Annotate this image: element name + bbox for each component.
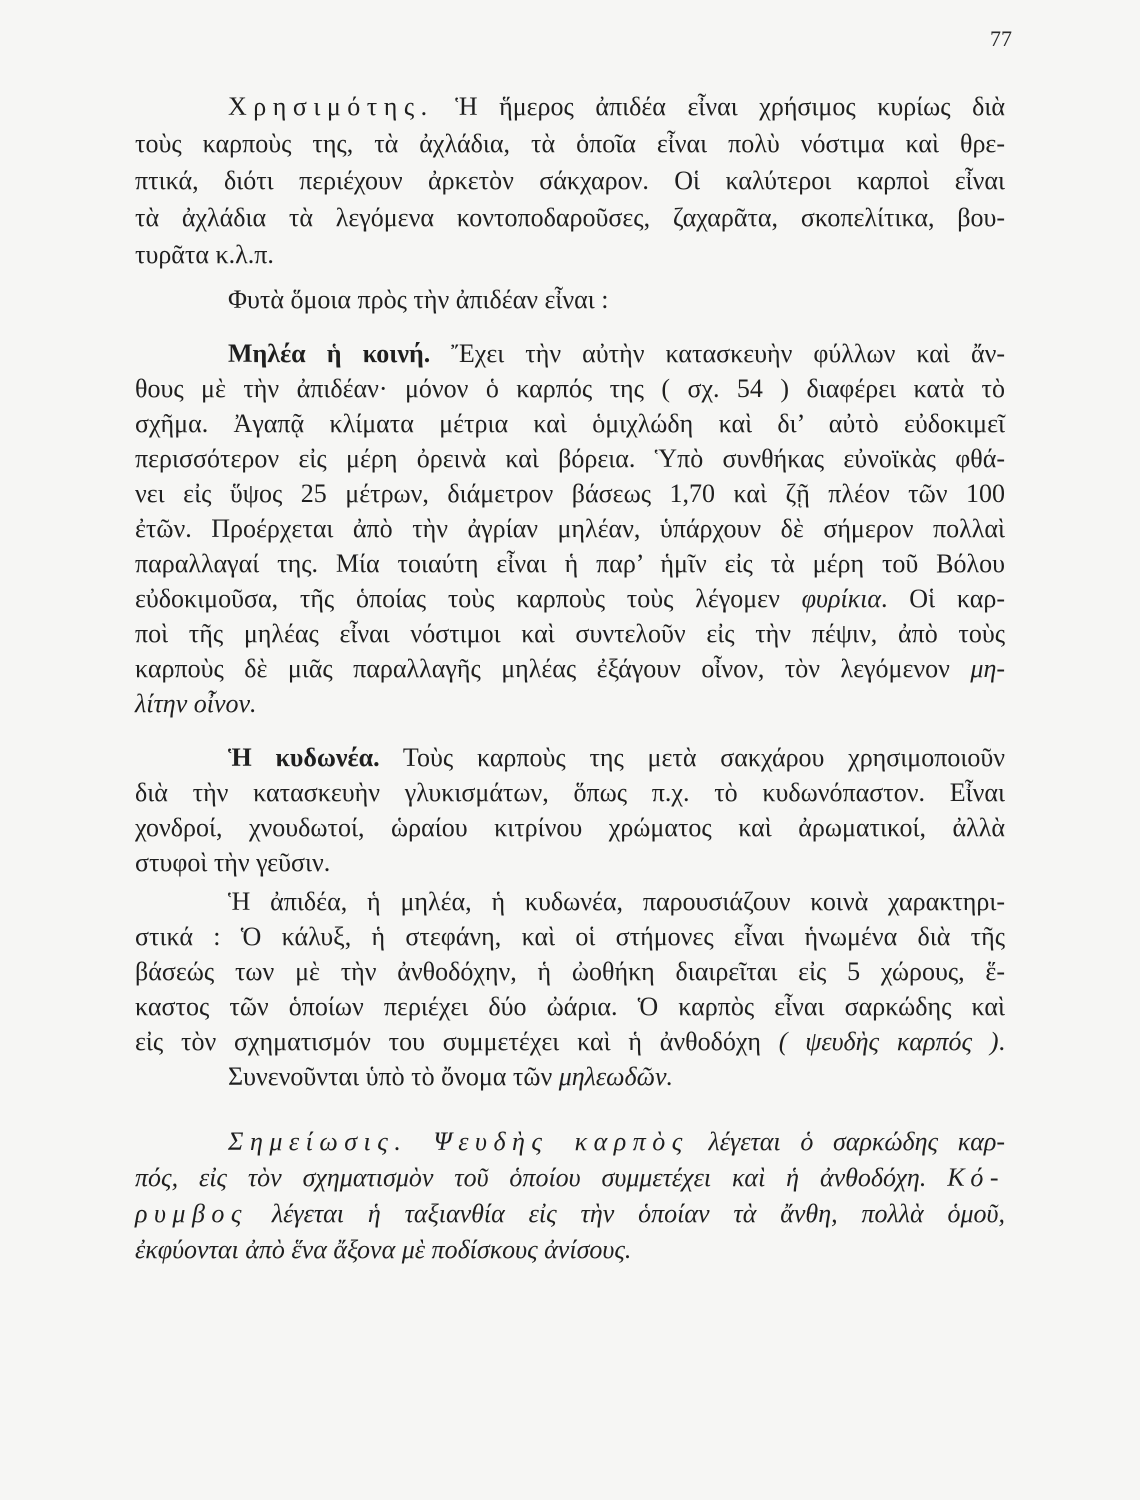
subheading-bold: Ἡ κυδωνέα. — [228, 743, 380, 772]
body-text: παραλλαγαί της. Μία τοιαύτη εἶναι ἡ παρ’ ἡμῖν εἰς τὰ μέρη τοῦ Βόλου — [135, 549, 1005, 578]
body-text: . — [998, 1027, 1006, 1056]
text-line — [228, 884, 1005, 920]
text-line — [135, 1160, 1005, 1196]
text-line — [228, 1059, 1005, 1095]
section-heading: Χρησιμότης. — [228, 92, 434, 121]
similar-plants-intro: Φυτὰ ὅμοια πρὸς τὴν ἀπιδέαν εἶναι : — [228, 285, 609, 314]
spaced-term: Κό- — [947, 1163, 1005, 1192]
text-line — [135, 511, 1005, 547]
body-text: πός, εἰς τὸν σχηματισμὸν τοῦ ὁποίου συμμετέχει καὶ ἡ ἀνθοδόχη. — [135, 1163, 948, 1192]
body-text: βάσεώς των μὲ τὴν ἀνθοδόχην, ἡ ὠοθήκη διαιρεῖται εἰς 5 χώρους, ἕ- — [135, 957, 1005, 986]
text-line — [135, 845, 1005, 881]
text-line — [135, 546, 1005, 582]
text-line — [135, 1196, 1005, 1232]
body-text: χονδροί, χνουδωτοί, ὡραίου κιτρίνου χρώματος καὶ ἀρωματικοί, ἀλλὰ — [135, 813, 1005, 842]
spaced-term: Ψευδὴς καρπὸς — [407, 1127, 689, 1156]
body-text: εὐδοκιμοῦσα, τῆς ὁποίας τοὺς καρποὺς τοὺς λέγομεν — [135, 584, 802, 613]
text-line — [135, 919, 1005, 955]
body-text: ποὶ τῆς μηλέας εἶναι νόστιμοι καὶ συντελοῦν εἰς τὴν πέψιν, ἀπὸ τοὺς — [135, 619, 1005, 648]
text-line — [135, 126, 1005, 162]
spaced-term: ρυμβος — [135, 1199, 248, 1228]
text-line — [135, 406, 1005, 442]
text-line — [135, 989, 1005, 1025]
text-line — [135, 237, 1005, 273]
body-text: νει εἰς ὕψος 25 μέτρων, διάμετρον βάσεως 1,70 καὶ ζῇ πλέον τῶν 100 — [135, 479, 1005, 508]
text-line — [135, 810, 1005, 846]
text-line — [135, 441, 1005, 477]
text-line — [135, 371, 1005, 407]
body-text: Ἔχει τὴν αὐτὴν κατασκευὴν φύλλων καὶ ἄν- — [430, 339, 1006, 368]
body-text: λέγεται ὁ σαρκώδης καρ- — [688, 1127, 1005, 1156]
body-text: Συνενοῦνται ὑπὸ τὸ ὄνομα τῶν — [228, 1062, 559, 1091]
text-line — [135, 476, 1005, 512]
text-line — [228, 740, 1005, 776]
body-text: στυφοὶ τὴν γεῦσιν. — [135, 848, 331, 877]
note-heading: Σημείωσις. — [228, 1127, 408, 1156]
text-line — [228, 1124, 1005, 1160]
body-text: λέγεται ἡ ταξιανθία εἰς τὴν ὁποίαν τὰ ἄνθη, πολλὰ ὁμοῦ, — [247, 1199, 1005, 1228]
body-text: τυρᾶτα κ.λ.π. — [135, 240, 274, 269]
body-text: τοὺς καρποὺς της, τὰ ἀχλάδια, τὰ ὁποῖα εἶναι πολὺ νόστιμα καὶ θρε- — [135, 129, 1005, 158]
text-line — [135, 1024, 1005, 1060]
body-text: πτικά, διότι περιέχουν ἀρκετὸν σάκχαρον. Οἱ καλύτεροι καρποὶ εἶναι — [135, 166, 1005, 195]
text-line — [135, 163, 1005, 199]
body-text: . Οἱ καρ- — [881, 584, 1005, 613]
body-text: ἐκφύονται ἀπὸ ἕνα ἄξονα μὲ ποδίσκους ἀνίσους. — [135, 1235, 632, 1264]
text-line — [135, 775, 1005, 811]
body-text: στικά : Ὁ κάλυξ, ἡ στεφάνη, καὶ οἱ στήμονες εἶναι ἡνωμένα διὰ τῆς — [135, 922, 1005, 951]
body-text: εἰς τὸν σχηματισμόν του συμμετέχει καὶ ἡ ἀνθοδόχη — [135, 1027, 779, 1056]
body-text: καστος τῶν ὁποίων περιέχει δύο ὠάρια. Ὁ καρπὸς εἶναι σαρκώδης καὶ — [135, 992, 1005, 1021]
text-line — [135, 581, 1005, 617]
body-text: θους μὲ τὴν ἀπιδέαν· μόνον ὁ καρπός της ( σχ. 54 ) διαφέρει κατὰ τὸ — [135, 374, 1005, 403]
text-line — [135, 616, 1005, 652]
text-line — [135, 200, 1005, 236]
text-line — [135, 651, 1005, 687]
italic-term: φυρίκια — [801, 584, 882, 613]
body-text: διὰ τὴν κατασκευὴν γλυκισμάτων, ὅπως π.χ. τὸ κυδωνόπαστον. Εἶναι — [135, 778, 1005, 807]
subheading-bold: Μηλέα ἡ κοινή. — [228, 339, 431, 368]
text-line — [228, 336, 1005, 372]
body-text: Τοὺς καρποὺς της μετὰ σακχάρου χρησιμοποιοῦν — [379, 743, 1005, 772]
text-line — [228, 89, 1005, 125]
body-text: ἐτῶν. Προέρχεται ἀπὸ τὴν ἀγρίαν μηλέαν, ὑπάρχουν δὲ σήμερον πολλαὶ — [135, 514, 1005, 543]
page-number: 77 — [990, 26, 1012, 51]
text-line — [135, 1232, 1005, 1268]
body-text: περισσότερον εἰς μέρη ὀρεινὰ καὶ βόρεια. Ὑπὸ συνθήκας εὐνοϊκὰς φθά- — [135, 444, 1005, 473]
italic-term: μηλεωδῶν. — [558, 1062, 674, 1091]
body-text: τὰ ἀχλάδια τὰ λεγόμενα κοντοποδαροῦσες, ζαχαρᾶτα, σκοπελίτικα, βου- — [135, 203, 1005, 232]
body-text: Ἡ ἥμερος ἀπιδέα εἶναι χρήσιμος κυρίως διὰ — [433, 92, 1005, 121]
body-text: σχῆμα. Ἀγαπᾷ κλίματα μέτρια καὶ ὁμιχλώδη καὶ δι’ αὐτὸ εὐδοκιμεῖ — [135, 409, 1005, 438]
body-text: καρποὺς δὲ μιᾶς παραλλαγῆς μηλέας ἐξάγουν οἶνον, τὸν λεγόμενον — [135, 654, 971, 683]
italic-term: μη- — [970, 654, 1005, 683]
text-line — [135, 954, 1005, 990]
body-text: Ἡ ἀπιδέα, ἡ μηλέα, ἡ κυδωνέα, παρουσιάζουν κοινὰ χαρακτηρι- — [228, 887, 1005, 916]
text-line — [135, 686, 1005, 722]
italic-term: ( ψευδὴς καρπός ) — [778, 1027, 999, 1056]
italic-term: λίτην οἶνον. — [135, 689, 257, 718]
